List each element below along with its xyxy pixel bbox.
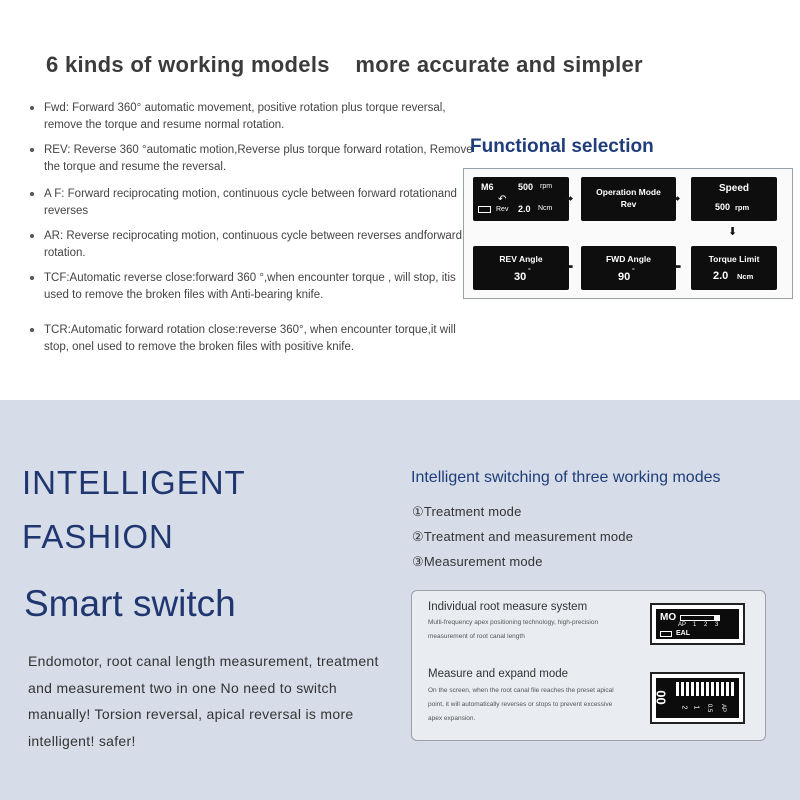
lcd-scale-ap: AP: [720, 703, 727, 713]
root-measure-title: Individual root measure system: [428, 601, 588, 613]
model-label: M6: [481, 182, 494, 192]
mode-item-rev: REV: Reverse 360 °automatic motion,Reverse plus torque forward rotation, Remove the torque and resume the reversal.: [30, 142, 480, 175]
measure-expand-title: Measure and expand mode: [428, 668, 569, 680]
measure-panel: [411, 590, 766, 741]
depth-bar-icon: [676, 682, 736, 696]
battery-icon: [478, 206, 491, 213]
rev-angle-label: REV Angle: [499, 254, 543, 264]
rev-angle-unit: °: [528, 268, 531, 275]
bullet-icon: [30, 276, 34, 280]
intelligent-heading: INTELLIGENT: [22, 464, 246, 501]
lcd-scale-2: 2: [704, 622, 708, 628]
rotation-icon: ↶: [498, 194, 507, 205]
main-screen: [473, 177, 569, 221]
speed-unit: rpm: [540, 183, 553, 190]
torque-value: 2.0: [518, 204, 531, 214]
mode-item-fwd: Fwd: Forward 360° automatic movement, positive rotation plus torque reversal, remove the torque and resume normal rotation.: [30, 100, 480, 133]
mode-item-ar: AR: Reverse reciprocating motion, continuous cycle between reverses andforward rotation.: [30, 228, 480, 261]
rev-angle-screen: [473, 246, 569, 290]
fashion-heading: FASHION: [22, 518, 174, 555]
fwd-angle-unit: °: [632, 268, 635, 275]
measure-expand-description: On the screen, when the root canal file reaches the preset apical point, it will automatically reverses or stops to prevent excessive apex expansion.: [428, 687, 614, 722]
measure-expand-lcd: [650, 672, 745, 724]
lcd-eal-label: EAL: [676, 630, 690, 637]
operation-mode-value: Rev: [620, 199, 637, 209]
smart-switch-heading: Smart switch: [24, 583, 236, 624]
bullet-icon: [30, 192, 34, 196]
fwd-angle-value: 90: [618, 271, 631, 283]
speed-setting-value: 500: [715, 202, 731, 212]
torque-limit-value: 2.0: [713, 270, 729, 282]
fwd-angle-label: FWD Angle: [605, 254, 651, 264]
mode-option-treatment: ①Treatment mode: [412, 504, 522, 519]
mode-item-tcf: TCF:Automatic reverse close:forward 360 °,when encounter torque , will stop, itis used to remove the broken files with Anti-bearing knife.: [30, 270, 480, 303]
smart-switch-description: Endomotor, root canal length measurement, treatment and measurement two in one No need to switch manually! Torsion reversal, apical reversal is more intelligent! safer!: [28, 653, 379, 749]
speed-screen: [691, 177, 777, 221]
mode-option-measurement: ③Measurement mode: [412, 554, 543, 569]
torque-limit-screen: [691, 246, 777, 290]
smart-switch-section: [0, 400, 800, 800]
root-measure-lcd: [650, 603, 745, 645]
lcd-scale-05: 0.5: [706, 703, 713, 713]
arrow-left-icon: ⬅: [564, 261, 574, 273]
switching-modes-title: Intelligent switching of three working modes: [411, 469, 721, 486]
bullet-icon: [30, 148, 34, 152]
fwd-angle-screen: [581, 246, 676, 290]
rev-angle-value: 30: [514, 271, 527, 283]
functional-selection-title: Functional selection: [470, 136, 654, 157]
mode-option-treatment-measurement: ②Treatment and measurement mode: [412, 529, 634, 544]
mode-label: Rev: [496, 206, 509, 213]
lcd-depth-value: 00: [653, 690, 669, 705]
bullet-icon: [30, 328, 34, 332]
torque-unit: Ncm: [538, 205, 553, 212]
operation-mode-screen: [581, 177, 676, 221]
lcd-scale-1: 1: [693, 622, 697, 628]
lcd-ap-label: AP: [678, 622, 687, 628]
lcd-scale-1: 1: [692, 705, 700, 710]
operation-mode-label: Operation Mode: [596, 187, 661, 197]
root-measure-description: Multi-frequency apex positioning technology, high-precision measurement of root canal length: [428, 619, 599, 640]
arrow-right-icon: ➡: [671, 193, 681, 205]
bullet-icon: [30, 234, 34, 238]
torque-limit-unit: Ncm: [737, 272, 754, 281]
speed-setting-unit: rpm: [735, 203, 750, 212]
battery-icon: [660, 631, 672, 637]
arrow-down-icon: ⬇: [728, 226, 738, 238]
arrow-right-icon: ➡: [564, 193, 574, 205]
speed-value: 500: [518, 182, 534, 192]
lcd-model: MO: [660, 612, 677, 623]
bullet-icon: [30, 106, 34, 110]
speed-label: Speed: [718, 183, 749, 194]
arrow-left-icon: ⬅: [672, 261, 682, 273]
mode-item-af: A F: Forward reciprocating motion, continuous cycle between forward rotationand reverses: [30, 186, 480, 219]
depth-bar-icon: [680, 615, 720, 621]
torque-limit-label: Torque Limit: [708, 254, 760, 264]
lcd-scale-2: 2: [680, 705, 688, 710]
page-headline: 6 kinds of working models more accurate and simpler: [46, 52, 643, 77]
functional-selection-diagram: [463, 168, 793, 299]
mode-item-tcr: TCR:Automatic forward rotation close:reverse 360°, when encounter torque,it will stop, onel used to remove the broken files with positive knife.: [30, 322, 480, 355]
lcd-scale-3: 3: [715, 622, 719, 628]
